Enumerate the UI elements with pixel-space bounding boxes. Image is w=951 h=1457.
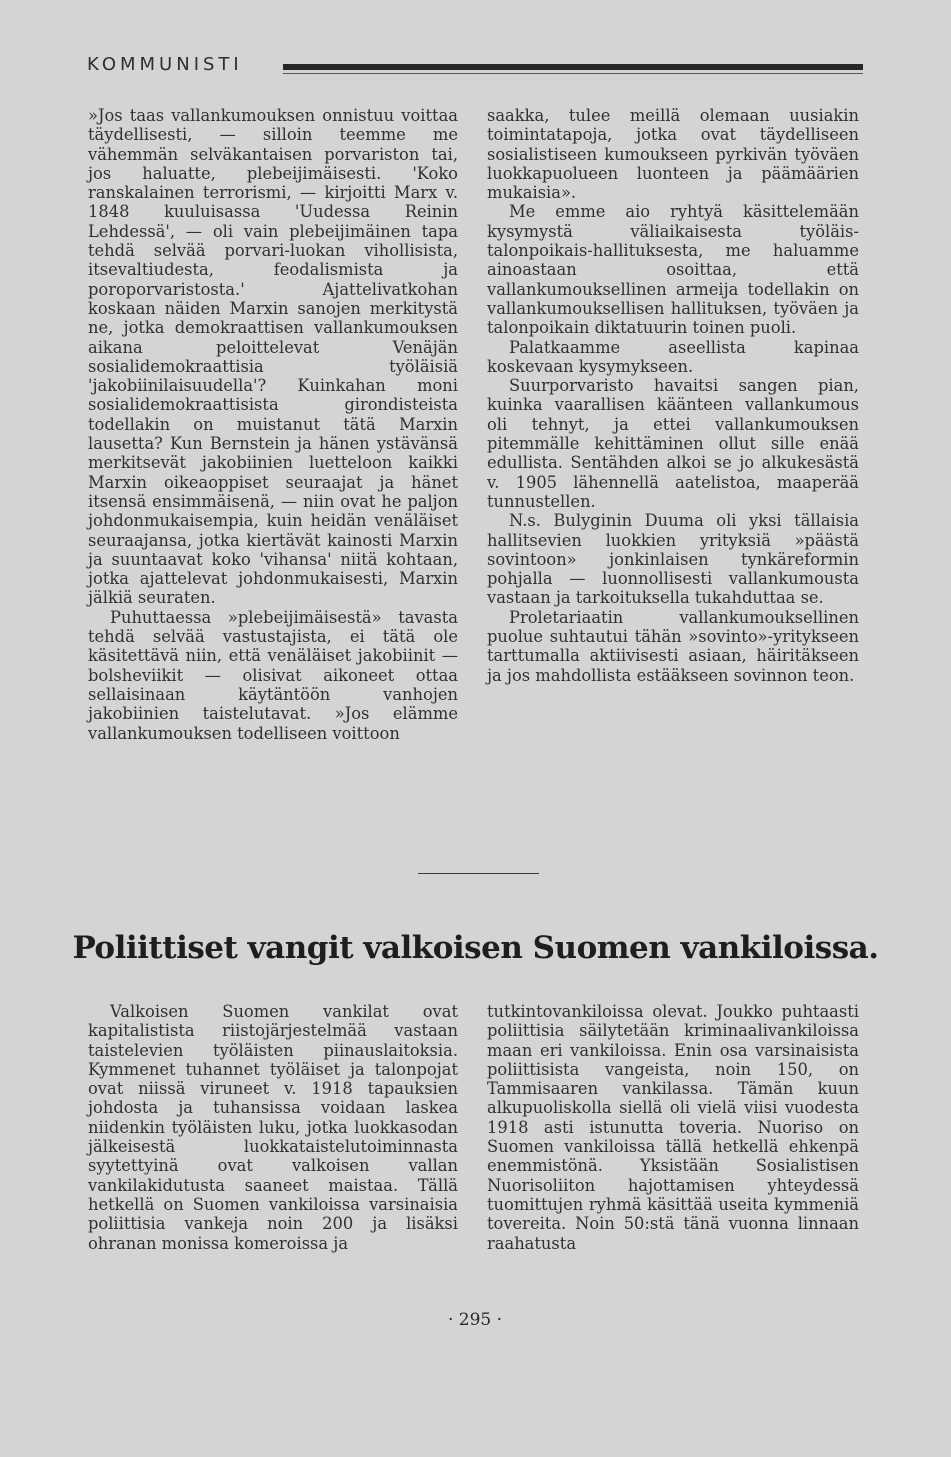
running-header	[87, 54, 865, 88]
header-rule-thick	[283, 64, 863, 70]
section-divider	[418, 873, 539, 874]
paragraph: Puhuttaessa »plebeijimäisestä» tavasta tehdä selvää vastustajista, ei tätä ole käsitettävä niin, että venäläiset jakobiinit — bolsheviikit — olisivat aikoneet ottaa sellaisinaan käytäntöön vanhojen jakobiinien taistelutavat. »Jos elämme vallankumouksen todelliseen voittoon	[88, 607, 458, 743]
journal-title: KOMMUNISTI	[87, 54, 243, 75]
header-rule-thin	[283, 73, 863, 74]
paragraph: Suurporvaristo havaitsi sangen pian, kuinka vaarallisen käänteen vallankumous oli tehnyt, ja ettei vallankumouksen pitemmälle kehittäminen ollut sille enää edullista. Sentähden alkoi se jo alkukesästä v. 1905 lähennellä aatelistoa, maaperää tunnustellen.	[487, 376, 859, 511]
paragraph: Palatkaamme aseellista kapinaa koskevaan kysymykseen.	[487, 337, 859, 376]
paragraph: Valkoisen Suomen vankilat ovat kapitalistista riistojärjestelmää vastaan taistelevien työläisten piinauslaitoksia. Kymmenet tuhannet työläiset ja talonpojat ovat niissä viruneet v. 1918 tapauksien johdosta ja tuhansissa voidaan laskea niidenkin työläisten luku, jotka luokkasodan jälkeisestä luokkataistelutoiminnasta syytettyinä ovat valkoisen vallan vankilakidutusta saaneet maistaa. Tällä hetkellä on Suomen vankiloissa varsinaisia poliittisia vankeja noin 200 ja lisäksi ohranan monissa komeroissa ja	[88, 1002, 458, 1253]
article-headline: Poliittiset vangit valkoisen Suomen vankiloissa.	[72, 930, 879, 966]
page-number: · 295 ·	[447, 1310, 503, 1330]
top-right-column	[487, 106, 859, 685]
paragraph: Proletariaatin vallankumouksellinen puolue suhtautui tähän »sovinto»-yritykseen tarttumalla aktiivisesti asiaan, häiritäkseen ja jos mahdollista estääkseen sovinnon teon.	[487, 607, 859, 685]
bottom-right-column	[487, 1002, 859, 1253]
paragraph: »Jos taas vallankumouksen onnistuu voittaa täydellisesti, — silloin teemme me vähemmän selväkantaisen porvariston tai, jos haluatte, plebeijimäisesti. 'Koko ranskalainen terrorismi, — kirjoitti Marx v. 1848 kuuluisassa 'Uudessa Reinin Lehdessä', — oli vain plebeijimäinen tapa tehdä selvää porvari-luokan vihollisista, itsevaltiudesta, feodalismista ja poroporvaristosta.' Ajattelivatkohan koskaan näiden Marxin sanojen merkitystä ne, jotka demokraattisen vallankumouksen aikana peloittelevat Venäjän sosialidemokraattisia työläisiä 'jakobiinilaisuudella'? Kuinkahan moni sosialidemokraattisista girondisteista todellakin on muistanut tätä Marxin lausetta? Kun Bernstein ja hänen ystävänsä merkitsevät jakobiinien luetteloon kaikki Marxin oikeaoppiset seuraajat ja hänet itsensä ensimmäisenä, — niin ovat he paljon johdonmukaisempia, kuin heidän venäläiset seuraajansa, jotka kiertävät kainosti Marxin ja suuntaavat koko 'vihansa' niitä kohtaan, jotka ajattelevat johdonmukaisesti, Marxin jälkiä seuraten.	[88, 106, 458, 608]
paragraph: N.s. Bulyginin Duuma oli yksi tällaisia hallitsevien luokkien yrityksiä »päästä sovintoon» jonkinlaisen tynkäreformin pohjalla — luonnollisesti vallankumousta vastaan ja tarkoituksella tukahduttaa se.	[487, 511, 859, 608]
paragraph: Me emme aio ryhtyä käsittelemään kysymystä väliaikaisesta työläis-talonpoikais-hallituksesta, me haluamme ainoastaan osoittaa, että vallankumouksellinen armeija todellakin on vallankumouksellisen hallituksen, työväen ja talonpoikain diktatuurin toinen puoli.	[487, 202, 859, 338]
paragraph: saakka, tulee meillä olemaan uusiakin toimintatapoja, jotka ovat täydelliseen sosialistiseen kumoukseen pyrkivän työväen luokkapuolueen luonteen ja päämäärien mukaisia».	[487, 106, 859, 203]
paragraph: tutkintovankiloissa olevat. Joukko puhtaasti poliittisia säilytetään kriminaalivankiloissa maan eri vankiloissa. Enin osa varsinaisista poliittisista vangeista, noin 150, on Tammisaaren vankilassa. Tämän kuun alkupuoliskolla siellä oli vielä viisi vuodesta 1918 asti istunutta toveria. Nuoriso on Suomen vankiloissa tällä hetkellä ehkenpä enemmistönä. Yksistään Sosialistisen Nuorisoliiton hajottamisen yhteydessä tuomittujen ryhmä käsittää useita kymmeniä tovereita. Noin 50:stä tänä vuonna linnaan raahatusta	[487, 1002, 859, 1253]
bottom-left-column	[88, 1002, 458, 1253]
top-left-column	[88, 106, 458, 743]
